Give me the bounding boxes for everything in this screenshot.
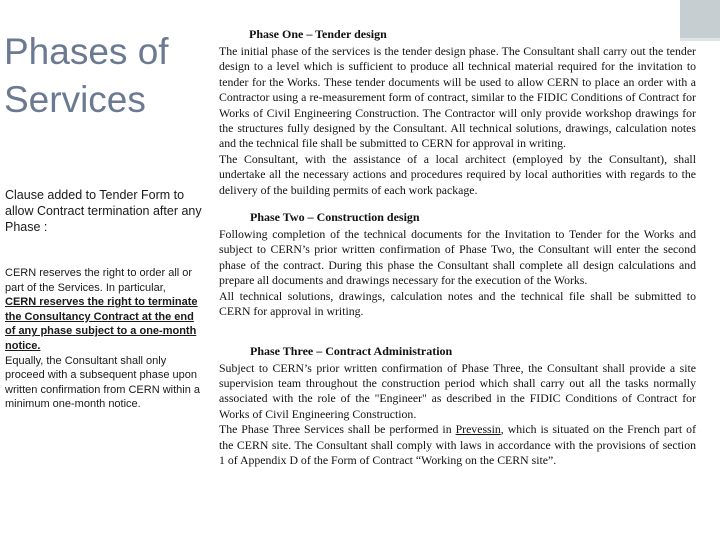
contract-excerpt	[219, 27, 696, 468]
phase-three-paragraph-1: Subject to CERN’s prior written confirmation of Phase Three, the Consultant shall provide a site supervision team throughout the construction period which shall carry out all the tasks normally associated with the role of the "Engineer" as described in the FIDIC Conditions of Contract for Works of Civil Engineering Construction.	[219, 360, 696, 421]
prevessin-place-name: Prevessin	[455, 422, 501, 437]
phase-one-paragraph-1: The initial phase of the services is the tender design phase. The Consultant shall carry out the tender design to a level which is sufficient to produce all technical material required for the invitation to tender for the Works. These tender documents will be used to allow CERN to place an order with a Contractor using a re-measurement form of contract, similar to the FIDIC Conditions of Contract for Works of Civil Engineering Construction. The Contractor will only provide workshop drawings for the structures fully designed by the Consultant. All technical solutions, drawings, calculation notes and the technical file shall be submitted to CERN for approval in writing.	[219, 44, 696, 151]
phase-three-p2-start: The Phase Three Services shall be performed in	[219, 422, 456, 437]
phase-two-paragraph-2: All technical solutions, drawings, calculation notes and the technical file shall be submitted to CERN for approval in writing.	[219, 288, 696, 319]
slide-title-line2: Services	[4, 79, 146, 120]
phase-three-paragraph-2	[219, 422, 696, 468]
clause-rest: Equally, the Consultant shall only proceed with a subsequent phase upon written confirmation from CERN within a minimum one-month notice.	[5, 354, 201, 411]
phase-one-heading: Phase One – Tender design	[249, 27, 387, 41]
phase-one-paragraph-2: The Consultant, with the assistance of a local architect (employed by the Consultant), shall undertake all the necessary actions and procedures required by local authorities with regards to the delivery of the building permits of each work package.	[219, 151, 696, 197]
slide-title	[4, 28, 209, 124]
phase-two-paragraph-1: Following completion of the technical documents for the Invitation to Tender for the Works and subject to CERN’s prior written confirmation of Phase Two, the Consultant will enter the second phase of the contract. During this phase the Consultant shall complete all design calculations and prepare all documents and drawings necessary for the execution of the Works.	[219, 227, 696, 288]
slide-title-line1: Phases of	[4, 31, 169, 72]
clause-intro: CERN reserves the right to order all or part of the Services. In particular,	[5, 267, 193, 294]
phase-three-p2-end: , which is situated on the French part of the CERN site. The Consultant shall comply with laws in accordance with the provisions of section 1 of Appendix D of the Form of Contract “Working on the CERN site”.	[219, 422, 696, 467]
clause-emphasis: CERN reserves the right to terminate the Consultancy Contract at the end of any phase subject to a one-month notice.	[5, 296, 198, 352]
termination-clause-text	[5, 266, 205, 412]
phase-two-heading: Phase Two – Construction design	[250, 210, 420, 225]
clause-heading: Clause added to Tender Form to allow Contract termination after any Phase :	[5, 188, 202, 234]
phase-three-heading: Phase Three – Contract Administration	[250, 343, 453, 358]
